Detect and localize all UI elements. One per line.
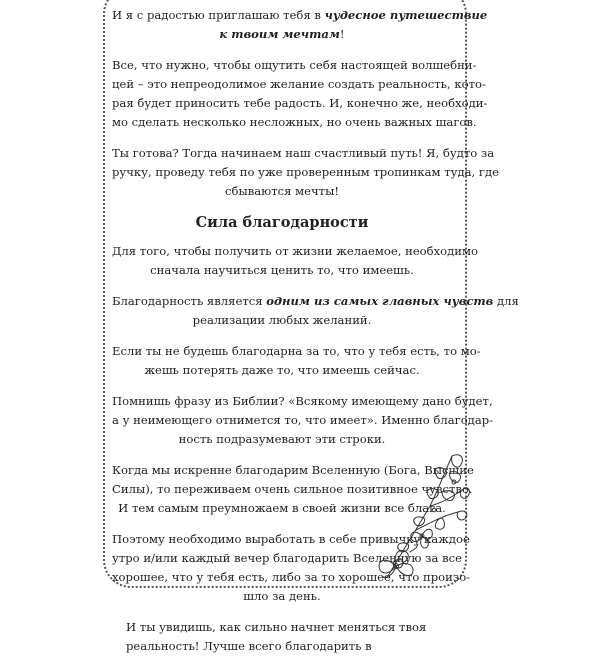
emphasis-text: к твоим мечтам xyxy=(219,27,340,41)
text-line: Помнишь фразу из Библии? «Всякому имеющему дано будет, xyxy=(112,394,493,408)
text-segment: Благодарность является xyxy=(112,294,267,308)
text-line: Все, что нужно, чтобы ощутить себя настоящей волшебни- xyxy=(112,58,477,72)
section-paragraph-2 xyxy=(112,292,519,330)
text-line: реальность! Лучше всего благодарить в xyxy=(126,639,372,653)
section-paragraph-7 xyxy=(112,618,452,656)
text-line: ручку, проведу тебя по уже проверенным тропинкам туда, где xyxy=(112,165,499,179)
intro-paragraph-2 xyxy=(112,56,488,132)
emphasis-text: одним из самых главных чувств xyxy=(266,294,494,308)
section-paragraph-1 xyxy=(112,242,479,280)
text-line: сначала научиться ценить то, что имеешь. xyxy=(150,263,414,277)
text-segment: И я с радостью приглашаю тебя в xyxy=(112,8,325,22)
text-line xyxy=(112,6,488,25)
text-line: шло за день. xyxy=(243,589,321,603)
text-segment: ! xyxy=(339,27,345,41)
text-line: ность подразумевают эти строки. xyxy=(178,432,386,446)
text-line xyxy=(112,292,519,311)
intro-paragraph-1 xyxy=(112,6,488,44)
text-line: реализации любых желаний. xyxy=(192,313,372,327)
section-heading: Сила благодарности xyxy=(195,214,369,231)
text-line: утро и/или каждый вечер благодарить Вселенную за все xyxy=(112,551,462,565)
floral-branch-illustration xyxy=(372,448,472,580)
section-paragraph-3 xyxy=(112,342,481,380)
text-line: сбываются мечты! xyxy=(225,184,339,198)
text-line: И тем самым преумножаем в своей жизни все блага. xyxy=(118,501,446,515)
text-line: Ты готова? Тогда начинаем наш счастливый путь! Я, будто за xyxy=(112,146,495,160)
text-line: хорошее, что у тебя есть, либо за то хорошее, что произо- xyxy=(112,570,471,584)
text-line xyxy=(112,25,452,44)
text-segment: для xyxy=(493,294,519,308)
text-line: мо сделать несколько несложных, но очень важных шагов. xyxy=(112,115,477,129)
text-line: жешь потерять даже то, что имеешь сейчас. xyxy=(144,363,420,377)
section-paragraph-4 xyxy=(112,392,494,449)
text-line: Силы), то переживаем очень сильное позитивное чувство. xyxy=(112,482,473,496)
intro-paragraph-3 xyxy=(112,144,499,201)
text-line: рая будет приносить тебе радость. И, конечно же, необходи- xyxy=(112,96,488,110)
emphasis-text: чудесное путешествие xyxy=(324,8,488,22)
text-line: а у неимеющего отнимется то, что имеет». Именно благодар- xyxy=(112,413,494,427)
text-line: Поэтому необходимо выработать в себе привычку каждое xyxy=(112,532,470,546)
text-line: Если ты не будешь благодарна за то, что у тебя есть, то мо- xyxy=(112,344,481,358)
text-line: И ты увидишь, как сильно начнет меняться твоя xyxy=(126,620,427,634)
text-line: цей – это непреодолимое желание создать реальность, кото- xyxy=(112,77,486,91)
text-line: Когда мы искренне благодарим Вселенную (Бога, Высшие xyxy=(112,463,474,477)
text-line: Для того, чтобы получить от жизни желаемое, необходимо xyxy=(112,244,479,258)
